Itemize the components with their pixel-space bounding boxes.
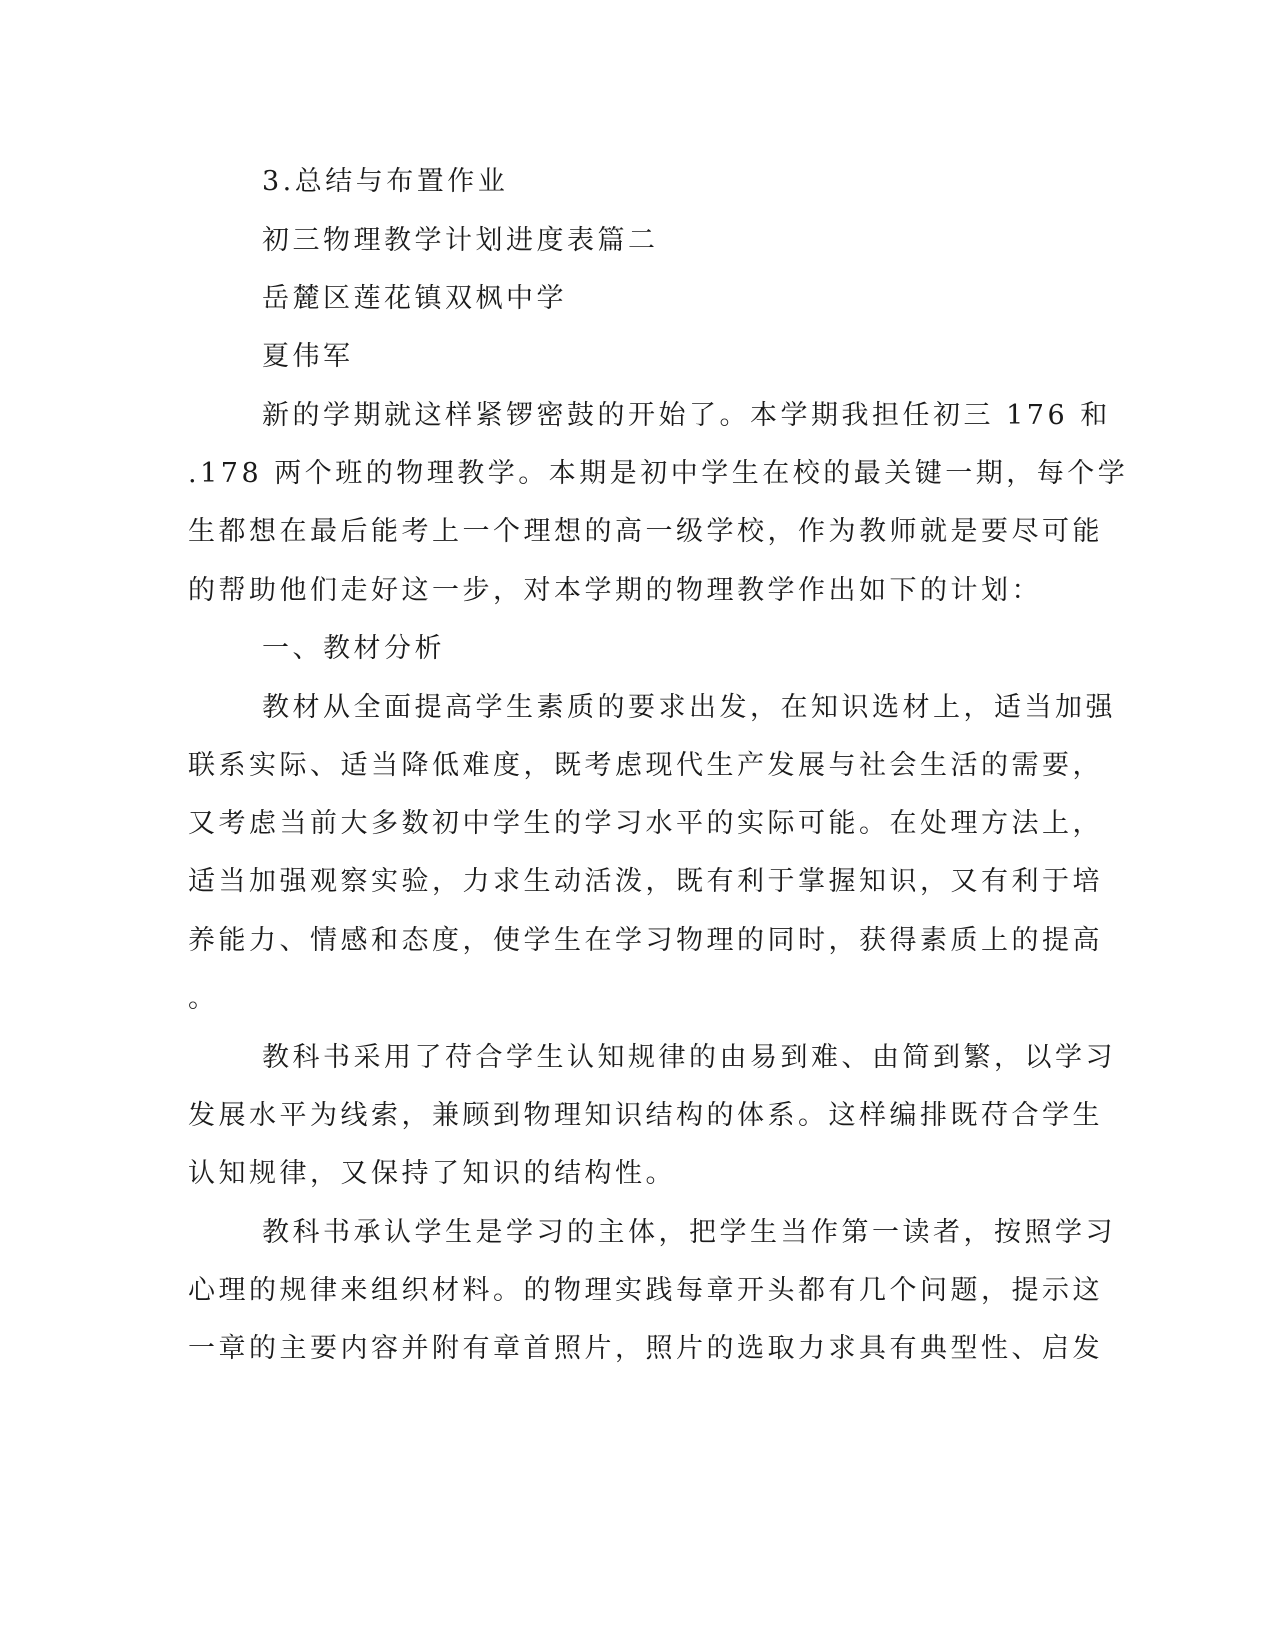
text-line-p1-5: 养能力、情感和态度，使学生在学习物理的同时，获得素质上的提高 [188, 925, 1103, 956]
text-line-title: 初三物理教学计划进度表篇二 [262, 225, 659, 256]
text-line-p3-1: 教科书承认学生是学习的主体，把学生当作第一读者，按照学习 [262, 1217, 1116, 1248]
text-line-p1-4: 适当加强观察实验，力求生动活泼，既有利于掌握知识，又有利于培 [188, 866, 1103, 897]
text-line-intro-2: .178 两个班的物理教学。本期是初中学生在校的最关键一期，每个学 [188, 458, 1129, 489]
text-line-intro-1: 新的学期就这样紧锣密鼓的开始了。本学期我担任初三 176 和 [262, 400, 1111, 431]
text-line-item-3-summary: 3.总结与布置作业 [262, 166, 509, 197]
text-line-p2-3: 认知规律，又保持了知识的结构性。 [188, 1158, 676, 1189]
text-line-p1-2: 联系实际、适当降低难度，既考虑现代生产发展与社会生活的需要， [188, 750, 1103, 781]
text-line-p1-6: 。 [188, 983, 219, 1014]
text-line-p1-3: 又考虑当前大多数初中学生的学习水平的实际可能。在处理方法上， [188, 808, 1103, 839]
text-line-p3-2: 心理的规律来组织材料。的物理实践每章开头都有几个问题，提示这 [188, 1275, 1103, 1306]
text-line-p2-2: 发展水平为线索，兼顾到物理知识结构的体系。这样编排既苻合学生 [188, 1100, 1103, 1131]
text-line-p2-1: 教科书采用了苻合学生认知规律的由易到难、由简到繁，以学习 [262, 1042, 1116, 1073]
text-line-intro-3: 生都想在最后能考上一个理想的高一级学校，作为教师就是要尽可能 [188, 516, 1103, 547]
text-line-p1-1: 教材从全面提高学生素质的要求出发，在知识选材上，适当加强 [262, 692, 1116, 723]
section-heading-textbook-analysis: 一、教材分析 [262, 633, 445, 664]
text-line-author: 夏伟军 [262, 341, 354, 372]
text-line-intro-4: 的帮助他们走好这一步，对本学期的物理教学作出如下的计划： [188, 575, 1042, 606]
text-line-school: 岳麓区莲花镇双枫中学 [262, 283, 567, 314]
text-line-p3-3: 一章的主要内容并附有章首照片，照片的选取力求具有典型性、启发 [188, 1333, 1103, 1364]
